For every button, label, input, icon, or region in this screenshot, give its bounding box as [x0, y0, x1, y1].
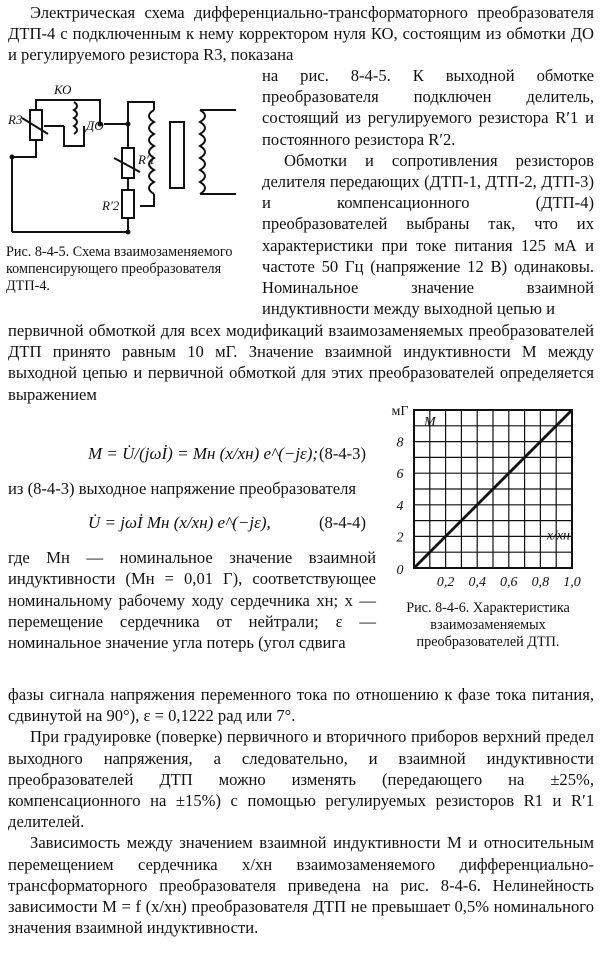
- label-r2: R′2: [102, 198, 120, 213]
- x-tick-label: 0,4: [468, 575, 486, 590]
- y-axis-label: M: [424, 415, 436, 430]
- x-tick-label: 1,0: [563, 575, 581, 590]
- origin-label: 0: [396, 563, 404, 578]
- circuit-diagram: [4, 82, 258, 242]
- x-tick-label: 0,6: [500, 575, 518, 590]
- paragraph-full-2: [8, 684, 594, 938]
- text-p6: Зависимость между значением взаимной индуктивности M и относительным перемещением сердечника x/xн взаимозаменяемого дифференциально-трансформаторного преобразователя приведена на рис. 8-4-6. Нелинейность зависимости M = f (x/xн) преобразователя ДТП не превышает 0,5% номинального значения взаимной индуктивности.: [8, 833, 594, 938]
- eq2-number: (8-4-4): [319, 513, 366, 533]
- text-p4b: фазы сигнала напряжения переменного тока по отношению к фазе тока питания, сдвинутой на 90°), ε = 0,1222 рад или 7°.: [8, 685, 594, 726]
- text-p1: Электрическая схема дифференциально-трансформаторного преобразователя ДТП-4 с подключенным к нему корректором нуля КО, состоящим из обмотки ДО и регулируемого резистора R3, показана: [8, 3, 594, 65]
- figure-caption-8-4-5: Рис. 8-4-5. Схема взаимозаменяемого компенсирующего преобразователя ДТП-4.: [6, 244, 233, 294]
- x-axis-label: x/xн: [546, 528, 570, 544]
- text-p2b-visible: первичной обмоткой для всех модификаций взаимозаменяемых преобразователей ДТП принято равным 10 мГ. Значение взаимной индуктивности M между выходной цепью и первичной обмоткой для этих преобразователей определяется выражением: [8, 321, 594, 404]
- text-p5: При градуировке (поверке) первичного и вторичного приборов верхний предел выходного напряжения, а следовательно, и взаимной индуктивности преобразователей ДТП можно изменять (передающего на ±25%, компенсационного на ±15%) с помощью регулируемых резисторов R1 и R′1 делителей.: [8, 727, 594, 832]
- coil-primary: [200, 110, 205, 194]
- chart-8-4-6: [378, 392, 596, 594]
- x-tick-label: 0,2: [436, 575, 455, 590]
- y-tick-label: 4: [396, 498, 404, 514]
- label-r3: R3: [8, 112, 23, 127]
- coil-do: [74, 102, 77, 134]
- resistor-r2: [122, 190, 134, 218]
- label-r1: R′1: [138, 152, 156, 167]
- y-tick-label: 2: [396, 530, 404, 546]
- text-p3: из (8-4-3) выходное напряжение преобразователя: [8, 479, 357, 498]
- eq1-formula: M = U̇/(jωİ) = Mн (x/xн) e^(−jε);: [88, 444, 319, 463]
- x-tick-label: 0,8: [531, 575, 550, 590]
- eq1-number: (8-4-3): [319, 444, 366, 463]
- equations-column: [8, 430, 376, 653]
- label-ko: КО: [54, 82, 72, 97]
- y-unit-label: мГ: [391, 404, 409, 419]
- transformer-core: [170, 122, 184, 188]
- eq2-formula: U̇ = jωİ Mн (x/xн) e^(−jε),: [88, 513, 271, 533]
- equation-8-4-4: [8, 499, 376, 547]
- equation-8-4-3: [8, 430, 376, 478]
- text-p2: Обмотки и сопротивления резисторов делителя передающих (ДТП-1, ДТП-2, ДТП-3) и компенсационного (ДТП-4) преобразователей выбраны так, что их характеристики при токе питания 125 мА и частоте 50 Гц (напряжение 12 В) одинаковы. Номинальное значение взаимной индуктивности между выходной цепью и: [262, 150, 594, 319]
- y-tick-label: 6: [396, 467, 404, 483]
- figure-caption-8-4-6: Рис. 8-4-6. Характеристика взаимозаменяемых преобразователей ДТП.: [406, 600, 570, 650]
- paragraph-right: [262, 65, 594, 319]
- paragraph-1: [8, 2, 594, 66]
- label-do: ДО: [86, 118, 104, 133]
- text-p4: где Mн — номинальное значение взаимной индуктивности (Mн = 0,01 Г), соответствующее номинальному рабочему ходу сердечника xн; x — перемещение сердечника от нейтрали; ε — номинальное значение угла потерь (угол сдвига: [8, 548, 376, 653]
- text-p1b: на рис. 8-4-5. К выходной обмотке преобразователя подключен делитель, состоящий из регулируемого резистора R′1 и постоянного резистора R′2.: [262, 66, 594, 149]
- y-tick-label: 8: [396, 435, 404, 451]
